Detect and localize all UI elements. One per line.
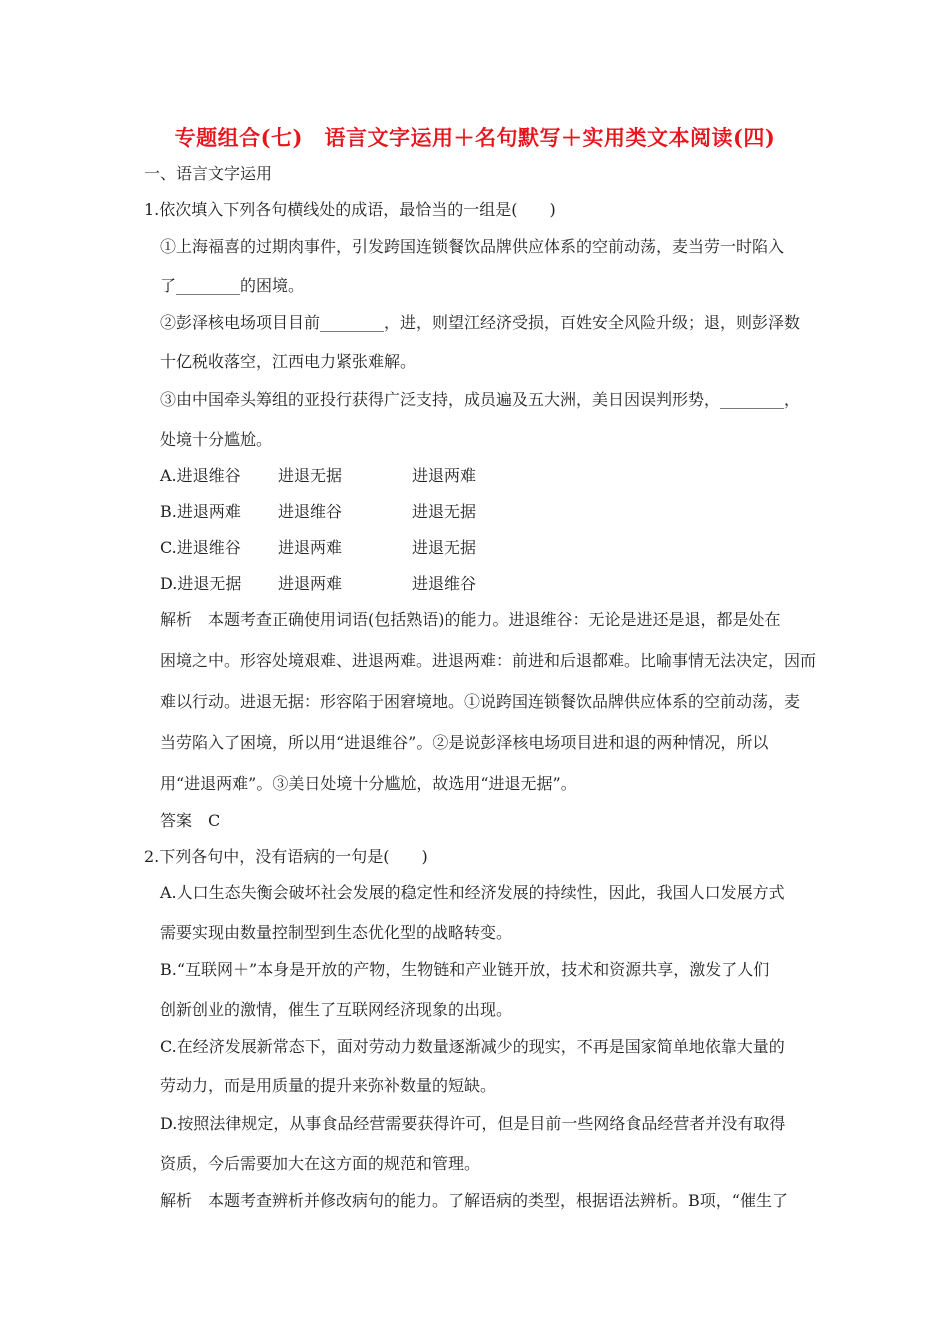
question-1-sentence-1-line-2: 了________的困境。 xyxy=(160,276,305,295)
question-1-sentence-3-line-1: ③由中国牵头筹组的亚投行获得广泛支持，成员遍及五大洲，美日因误判形势，________， xyxy=(160,390,801,409)
question-1-analysis-line-5: 用“进退两难”。③美日处境十分尴尬，故选用“进退无据”。 xyxy=(160,774,577,793)
option-d-label: D.进退无据 xyxy=(160,574,242,593)
question-1-analysis-line-2: 困境之中。形容处境艰难、进退两难。进退两难：前进和后退都难。比喻事情无法决定，因而 xyxy=(160,651,817,670)
option-c-label: C.进退维谷 xyxy=(160,538,241,557)
question-2-option-d-line-1: D.按照法律规定，从事食品经营需要获得许可，但是目前一些网络食品经营者并没有取得 xyxy=(160,1114,786,1133)
question-1-stem: 1.依次填入下列各句横线处的成语，最恰当的一组是( ) xyxy=(144,200,556,219)
question-1-sentence-1-line-1: ①上海福喜的过期肉事件，引发跨国连锁餐饮品牌供应体系的空前动荡，麦当劳一时陷入 xyxy=(160,237,785,256)
option-d-word-3: 进退维谷 xyxy=(412,574,477,593)
option-b-word-2: 进退维谷 xyxy=(278,502,343,521)
question-1-sentence-2-line-1: ②彭泽核电场项目目前________，进，则望江经济受损，百姓安全风险升级；退，则彭泽数 xyxy=(160,313,801,332)
question-2-option-d-line-2: 资质，今后需要加大在这方面的规范和管理。 xyxy=(160,1154,481,1173)
question-1-analysis-line-3: 难以行动。进退无据：形容陷于困窘境地。①说跨国连锁餐饮品牌供应体系的空前动荡，麦 xyxy=(160,692,801,711)
section-heading: 一、语言文字运用 xyxy=(144,164,273,183)
option-c-word-3: 进退无据 xyxy=(412,538,477,557)
question-2-analysis-line-1: 解析 本题考查辨析并修改病句的能力。了解语病的类型，根据语法辨析。B项，“催生了 xyxy=(160,1191,788,1210)
question-2-option-a-line-1: A.人口生态失衡会破坏社会发展的稳定性和经济发展的持续性，因此，我国人口发展方式 xyxy=(160,883,785,902)
option-a-label: A.进退维谷 xyxy=(160,466,241,485)
question-2-option-c-line-2: 劳动力，而是用质量的提升来弥补数量的短缺。 xyxy=(160,1076,497,1095)
option-d-word-2: 进退两难 xyxy=(278,574,343,593)
question-2-option-b-line-1: B.“互联网＋”本身是开放的产物，生物链和产业链开放，技术和资源共享，激发了人们 xyxy=(160,960,770,979)
page-title: 专题组合(七) 语言文字运用＋名句默写＋实用类文本阅读(四) xyxy=(174,125,776,150)
question-1-analysis-line-1: 解析 本题考查正确使用词语(包括熟语)的能力。进退维谷：无论是进还是退，都是处在 xyxy=(160,610,781,629)
option-a-word-3: 进退两难 xyxy=(412,466,477,485)
question-2-option-c-line-1: C.在经济发展新常态下，面对劳动力数量逐渐减少的现实，不再是国家简单地依靠大量的 xyxy=(160,1037,785,1056)
option-b-word-3: 进退无据 xyxy=(412,502,477,521)
option-b-label: B.进退两难 xyxy=(160,502,241,521)
question-1-sentence-2-line-2: 十亿税收落空，江西电力紧张难解。 xyxy=(160,352,417,371)
question-1-sentence-3-line-2: 处境十分尴尬。 xyxy=(160,430,273,449)
question-1-analysis-line-4: 当劳陷入了困境，所以用“进退维谷”。②是说彭泽核电场项目进和退的两种情况，所以 xyxy=(160,733,769,752)
question-2-option-b-line-2: 创新创业的激情，催生了互联网经济现象的出现。 xyxy=(160,1000,513,1019)
option-c-word-2: 进退两难 xyxy=(278,538,343,557)
question-1-answer: 答案 C xyxy=(160,811,221,830)
question-2-option-a-line-2: 需要实现由数量控制型到生态优化型的战略转变。 xyxy=(160,923,513,942)
question-2-stem: 2.下列各句中，没有语病的一句是( ) xyxy=(144,847,428,866)
option-a-word-2: 进退无据 xyxy=(278,466,343,485)
